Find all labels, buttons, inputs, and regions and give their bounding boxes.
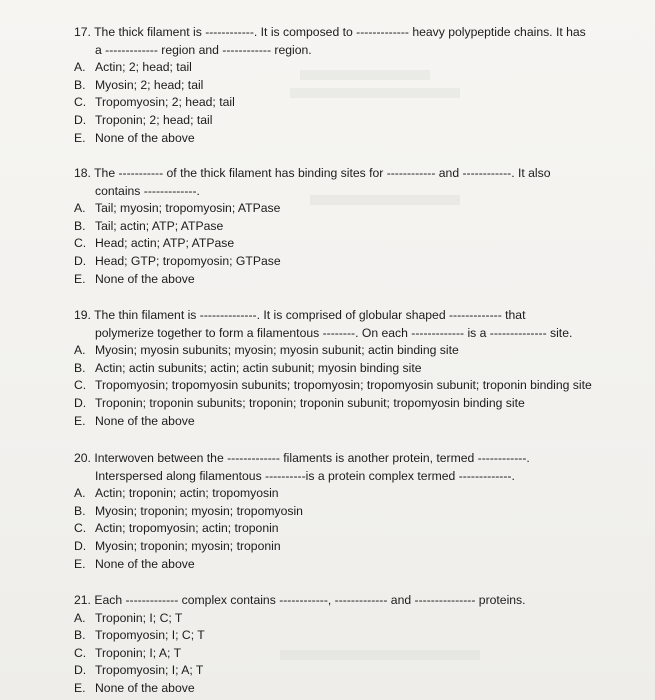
question-21-option-e[interactable]: E. None of the above [74,680,195,695]
question-21 [74,592,625,698]
question-17-option-d[interactable]: D. Troponin; 2; head; tail [74,112,213,127]
question-18-option-b[interactable]: B. Tail; actin; ATP; ATPase [74,218,224,233]
question-20-option-a[interactable]: A. Actin; troponin; actin; tropomyosin [74,486,279,501]
question-20-option-d[interactable]: D. Myosin; troponin; myosin; troponin [74,538,281,553]
question-17-option-c[interactable]: C. Tropomyosin; 2; head; tail [74,95,235,110]
question-21-option-c[interactable]: C. Troponin; I; A; T [74,645,182,660]
question-20-option-e[interactable]: E. None of the above [74,556,195,571]
question-18-line1: 18. The ----------- of the thick filament has binding sites for ------------ and ------------. It also [74,166,551,180]
question-21-stem [74,592,625,610]
question-19-option-e[interactable]: E. None of the above [74,413,195,428]
question-20 [74,450,625,573]
question-18-option-e[interactable]: E. None of the above [74,271,195,286]
question-18-option-a[interactable]: A. Tail; myosin; tropomyosin; ATPase [74,201,281,216]
question-19-option-a[interactable]: A. Myosin; myosin subunits; myosin; myosin subunit; actin binding site [74,343,459,358]
question-18-option-c[interactable]: C. Head; actin; ATP; ATPase [74,236,235,251]
question-20-option-b[interactable]: B. Myosin; troponin; myosin; tropomyosin [74,503,303,518]
question-21-line1: 21. Each ------------- complex contains ------------, ------------- and --------------- proteins. [74,593,526,607]
question-20-line2: Interspersed along filamentous ----------is a protein complex termed -------------. [95,468,515,483]
question-19-line2: polymerize together to form a filamentous --------. On each ------------- is a -------------- site. [95,325,573,340]
question-17-option-b[interactable]: B. Myosin; 2; head; tail [74,77,204,92]
question-19-stem [74,307,625,342]
question-19-option-c[interactable]: C. Tropomyosin; tropomyosin subunits; tropomyosin; tropomyosin subunit; troponin binding site [74,378,592,393]
question-20-line1: 20. Interwoven between the ------------- filaments is another protein, termed ------------. [74,451,530,465]
question-17-stem [74,24,625,59]
question-18-stem [74,165,625,200]
question-19-option-d[interactable]: D. Troponin; troponin subunits; troponin; troponin subunit; tropomyosin binding site [74,395,525,410]
question-17-option-a[interactable]: A. Actin; 2; head; tail [74,60,192,75]
question-18-option-d[interactable]: D. Head; GTP; tropomyosin; GTPase [74,253,281,268]
question-19-option-b[interactable]: B. Actin; actin subunits; actin; actin subunit; myosin binding site [74,360,422,375]
question-20-option-c[interactable]: C. Actin; tropomyosin; actin; troponin [74,521,279,536]
question-17-line1: 17. The thick filament is ------------. It is composed to ------------- heavy polypeptide chains. It has [74,25,586,39]
question-17-option-e[interactable]: E. None of the above [74,130,195,145]
question-21-option-b[interactable]: B. Tropomyosin; I; C; T [74,628,205,643]
question-17-line2: a ------------- region and ------------ region. [95,42,312,57]
question-21-option-d[interactable]: D. Tropomyosin; I; A; T [74,663,204,678]
question-18-line2: contains -------------. [95,183,200,198]
question-21-option-a[interactable]: A. Troponin; I; C; T [74,610,183,625]
question-19 [74,307,625,430]
question-20-stem [74,450,625,485]
question-19-line1: 19. The thin filament is --------------. It is comprised of globular shaped ------------- that [74,308,526,322]
question-18 [74,165,625,288]
question-17 [74,24,625,147]
